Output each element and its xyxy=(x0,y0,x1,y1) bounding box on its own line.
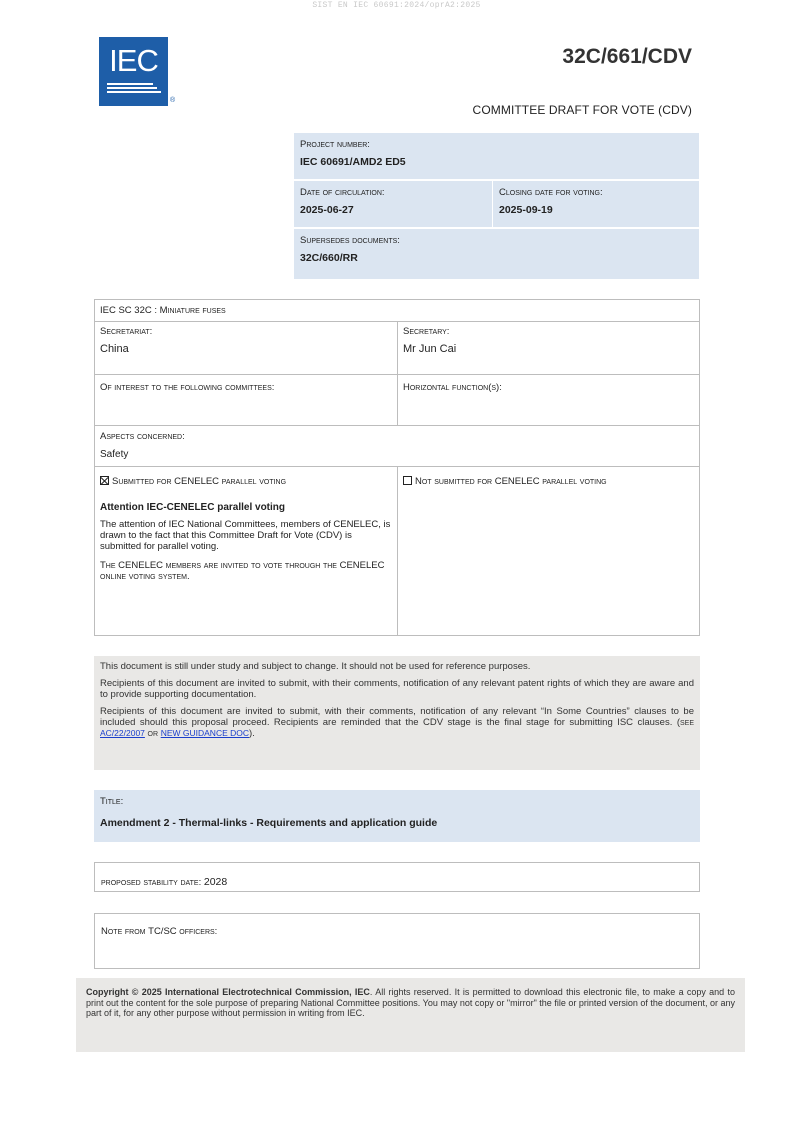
secretariat-cell xyxy=(95,322,397,374)
notice-study: This document is still under study and subject to change. It should not be used for reference purposes. xyxy=(100,661,531,672)
notice-end: ). xyxy=(249,728,255,739)
notice-patent: Recipients of this document are invited to submit, with their comments, notification of any relevant patent rights of which they are aware and to provide supporting documentation. xyxy=(100,678,694,700)
invite-text xyxy=(100,560,392,582)
secretary-cell xyxy=(397,322,699,374)
submitted-cell xyxy=(95,467,397,635)
interest-label: Of interest to the following committees: xyxy=(100,382,275,393)
supersedes-cell xyxy=(294,229,699,279)
invite-part: online voting system. xyxy=(100,571,190,582)
note-label-brand: TC/SC xyxy=(148,926,177,937)
project-number-value: IEC 60691/AMD2 ED5 xyxy=(300,156,406,168)
committee-info-table xyxy=(94,299,700,636)
secretariat-label: Secretariat: xyxy=(100,326,153,337)
attention-title: Attention IEC-CENELEC parallel voting xyxy=(100,502,286,513)
logo-stripe xyxy=(107,91,161,93)
secretariat-value: China xyxy=(100,343,129,355)
secretary-value: Mr Jun Cai xyxy=(403,343,457,355)
supersedes-label: Supersedes documents: xyxy=(300,235,400,246)
title-label: Title: xyxy=(100,796,124,807)
iec-logo-text: IEC xyxy=(109,43,158,78)
notice-isc-text: Recipients of this document are invited to submit, with their comments, notification of any relevant “In Some Countries” clauses to be included should this proposal proceed. Recipients are reminded that the CDV stage is the final stage for submitting ISC clauses. ( xyxy=(100,706,694,728)
attention-text: The attention of IEC National Committees, members of CENELEC, is drawn to the fact that this Committee Draft for Vote (CDV) is submitted for parallel voting. xyxy=(100,519,391,552)
closing-date-cell xyxy=(493,181,699,227)
copyright-bold: Copyright © 2025 International Electrotechnical Commission, IEC xyxy=(86,987,370,997)
closing-date-value: 2025-09-19 xyxy=(499,204,553,216)
committee-prefix: IEC SC 32C : xyxy=(100,305,160,316)
invite-part: members are invited to vote through the xyxy=(163,560,340,571)
registered-mark: ® xyxy=(170,97,176,104)
watermark: SIST EN IEC 60691:2024/oprA2:2025 xyxy=(312,1,481,10)
new-guidance-doc-link[interactable]: NEW GUIDANCE DOC xyxy=(160,728,249,738)
supersedes-value: 32C/660/RR xyxy=(300,252,358,264)
ac-22-2007-link[interactable]: AC/22/2007 xyxy=(100,728,145,738)
secretary-label: Secretary: xyxy=(403,326,450,337)
secretariat-row xyxy=(95,322,699,375)
iec-logo xyxy=(99,37,168,106)
not-submitted-option xyxy=(403,476,694,487)
not-submitted-cell xyxy=(397,467,699,635)
copyright-text: . All rights reserved. It is permitted to download this electronic file, to make a copy and to print out the content for the sole purpose of preparing National Committee positions. You may not copy or "mirror" the file or printed version of the document, or any part of it, for any other purpose without permission in writing from IEC. xyxy=(86,987,735,1018)
document-number: 32C/661/CDV xyxy=(562,45,692,68)
note-box xyxy=(94,913,700,969)
unchecked-checkbox-icon[interactable] xyxy=(403,476,412,485)
notice-or: or xyxy=(144,728,161,739)
stability-box xyxy=(94,862,700,892)
invite-brand: CENELEC xyxy=(339,560,385,571)
not-submitted-label-brand: CENELEC xyxy=(494,476,540,487)
note-label-post: officers: xyxy=(176,926,218,937)
submitted-option xyxy=(100,476,392,487)
checked-checkbox-icon[interactable] xyxy=(100,476,109,485)
invite-brand: CENELEC xyxy=(118,560,164,571)
notice-box xyxy=(94,656,700,770)
committee-name xyxy=(95,300,699,321)
horizontal-cell xyxy=(397,375,699,425)
aspects-value: Safety xyxy=(100,449,129,460)
logo-stripe xyxy=(107,87,157,89)
circulation-date-value: 2025-06-27 xyxy=(300,204,354,216)
copyright-notice xyxy=(76,978,745,1052)
circulation-date-label: Date of circulation: xyxy=(300,187,385,198)
committee-title: Miniature fuses xyxy=(159,305,226,316)
closing-date-label: Closing date for voting: xyxy=(499,187,603,198)
aspects-row xyxy=(95,426,699,467)
stability-value: 2028 xyxy=(203,876,228,888)
interest-cell xyxy=(95,375,397,425)
stability-label: proposed stability date: xyxy=(101,877,204,888)
circulation-date-cell xyxy=(294,181,492,227)
interest-row xyxy=(95,375,699,426)
aspects-cell xyxy=(95,426,699,465)
note-label-pre: Note from xyxy=(101,926,149,937)
horizontal-label: Horizontal function(s): xyxy=(403,382,502,393)
project-number-cell xyxy=(294,133,699,179)
submitted-label-post: parallel voting xyxy=(219,476,287,487)
notice-see: see xyxy=(679,717,694,728)
title-value: Amendment 2 - Thermal-links - Requirements and application guide xyxy=(100,817,438,829)
project-number-label: Project number: xyxy=(300,139,370,150)
not-submitted-label-pre: Not submitted for xyxy=(415,476,495,487)
cenelec-row xyxy=(95,467,699,635)
invite-part: The xyxy=(100,560,119,571)
logo-stripe xyxy=(107,83,153,85)
submitted-label-brand: CENELEC xyxy=(174,476,220,487)
notice-isc xyxy=(100,706,694,739)
submitted-label-pre: Submitted for xyxy=(112,476,175,487)
aspects-label: Aspects concerned: xyxy=(100,431,185,442)
document-type: COMMITTEE DRAFT FOR VOTE (CDV) xyxy=(472,103,692,117)
not-submitted-label-post: parallel voting xyxy=(539,476,607,487)
committee-row xyxy=(95,300,699,322)
title-box xyxy=(94,790,700,842)
